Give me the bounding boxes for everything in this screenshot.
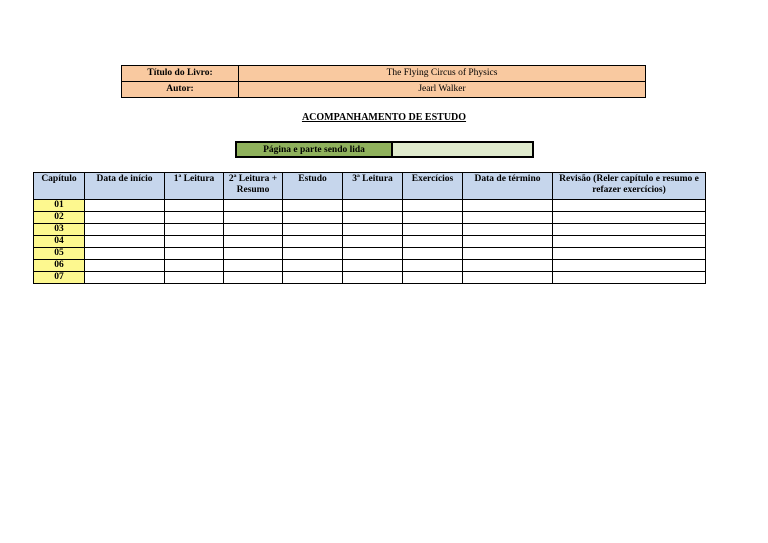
- table-row: [34, 224, 706, 236]
- table-cell[interactable]: [343, 200, 403, 212]
- study-tracking-table: [33, 172, 706, 284]
- col-header-first-reading: 1ª Leitura: [165, 173, 224, 200]
- table-cell[interactable]: [403, 236, 463, 248]
- table-cell[interactable]: [553, 248, 706, 260]
- table-row: [34, 212, 706, 224]
- book-title-label: Título do Livro:: [122, 66, 239, 82]
- table-cell[interactable]: [343, 272, 403, 284]
- table-cell[interactable]: [165, 248, 224, 260]
- book-author-label: Autor:: [122, 82, 239, 98]
- table-cell[interactable]: [283, 224, 343, 236]
- table-cell[interactable]: [224, 200, 283, 212]
- table-cell[interactable]: [403, 248, 463, 260]
- table-cell[interactable]: [165, 200, 224, 212]
- col-header-chapter: Capítulo: [34, 173, 85, 200]
- table-cell[interactable]: [463, 260, 553, 272]
- table-cell[interactable]: [283, 200, 343, 212]
- table-cell[interactable]: [343, 224, 403, 236]
- table-cell[interactable]: [343, 236, 403, 248]
- table-cell[interactable]: [463, 224, 553, 236]
- table-cell[interactable]: [553, 236, 706, 248]
- table-cell[interactable]: [165, 236, 224, 248]
- page-progress-box: [235, 141, 534, 158]
- table-cell[interactable]: [343, 260, 403, 272]
- table-cell[interactable]: [553, 272, 706, 284]
- table-cell[interactable]: [463, 248, 553, 260]
- table-cell[interactable]: [463, 236, 553, 248]
- table-cell[interactable]: [85, 260, 165, 272]
- table-row: [34, 248, 706, 260]
- table-header-row: [34, 173, 706, 200]
- table-cell[interactable]: [553, 224, 706, 236]
- table-cell[interactable]: [224, 236, 283, 248]
- table-row: [34, 200, 706, 212]
- table-cell[interactable]: [283, 236, 343, 248]
- chapter-number: 03: [34, 224, 85, 236]
- table-cell[interactable]: [224, 248, 283, 260]
- table-cell[interactable]: [85, 236, 165, 248]
- table-cell[interactable]: [165, 272, 224, 284]
- table-cell[interactable]: [343, 248, 403, 260]
- chapter-number: 05: [34, 248, 85, 260]
- page-progress-label: Página e parte sendo lida: [237, 143, 393, 156]
- book-author-value[interactable]: Jearl Walker: [239, 82, 646, 98]
- table-cell[interactable]: [165, 260, 224, 272]
- table-row: [34, 236, 706, 248]
- table-cell[interactable]: [165, 212, 224, 224]
- col-header-second-reading: 2ª Leitura + Resumo: [224, 173, 283, 200]
- chapter-number: 06: [34, 260, 85, 272]
- table-cell[interactable]: [553, 260, 706, 272]
- col-header-start-date: Data de início: [85, 173, 165, 200]
- table-cell[interactable]: [224, 212, 283, 224]
- table-cell[interactable]: [403, 260, 463, 272]
- table-cell[interactable]: [283, 248, 343, 260]
- table-cell[interactable]: [283, 260, 343, 272]
- page-progress-input[interactable]: [393, 143, 532, 156]
- chapter-number: 02: [34, 212, 85, 224]
- col-header-exercises: Exercícios: [403, 173, 463, 200]
- table-cell[interactable]: [463, 272, 553, 284]
- table-cell[interactable]: [553, 212, 706, 224]
- table-cell[interactable]: [85, 212, 165, 224]
- table-cell[interactable]: [224, 272, 283, 284]
- book-info-table: [121, 65, 646, 98]
- table-cell[interactable]: [165, 224, 224, 236]
- table-cell[interactable]: [403, 212, 463, 224]
- table-cell[interactable]: [283, 212, 343, 224]
- table-cell[interactable]: [85, 224, 165, 236]
- table-cell[interactable]: [224, 224, 283, 236]
- table-cell[interactable]: [403, 200, 463, 212]
- page-title: ACOMPANHAMENTO DE ESTUDO: [301, 112, 467, 123]
- table-cell[interactable]: [403, 224, 463, 236]
- chapter-number: 07: [34, 272, 85, 284]
- table-cell[interactable]: [463, 200, 553, 212]
- table-cell[interactable]: [553, 200, 706, 212]
- chapter-number: 01: [34, 200, 85, 212]
- table-cell[interactable]: [403, 272, 463, 284]
- col-header-review: Revisão (Reler capítulo e resumo e refazer exercícios): [553, 173, 706, 200]
- col-header-third-reading: 3ª Leitura: [343, 173, 403, 200]
- col-header-study: Estudo: [283, 173, 343, 200]
- table-cell[interactable]: [283, 272, 343, 284]
- table-cell[interactable]: [85, 248, 165, 260]
- table-cell[interactable]: [85, 200, 165, 212]
- table-cell[interactable]: [224, 260, 283, 272]
- col-header-end-date: Data de término: [463, 173, 553, 200]
- table-row: [34, 260, 706, 272]
- table-cell[interactable]: [85, 272, 165, 284]
- book-title-value[interactable]: The Flying Circus of Physics: [239, 66, 646, 82]
- table-cell[interactable]: [463, 212, 553, 224]
- table-cell[interactable]: [343, 212, 403, 224]
- table-row: [34, 272, 706, 284]
- chapter-number: 04: [34, 236, 85, 248]
